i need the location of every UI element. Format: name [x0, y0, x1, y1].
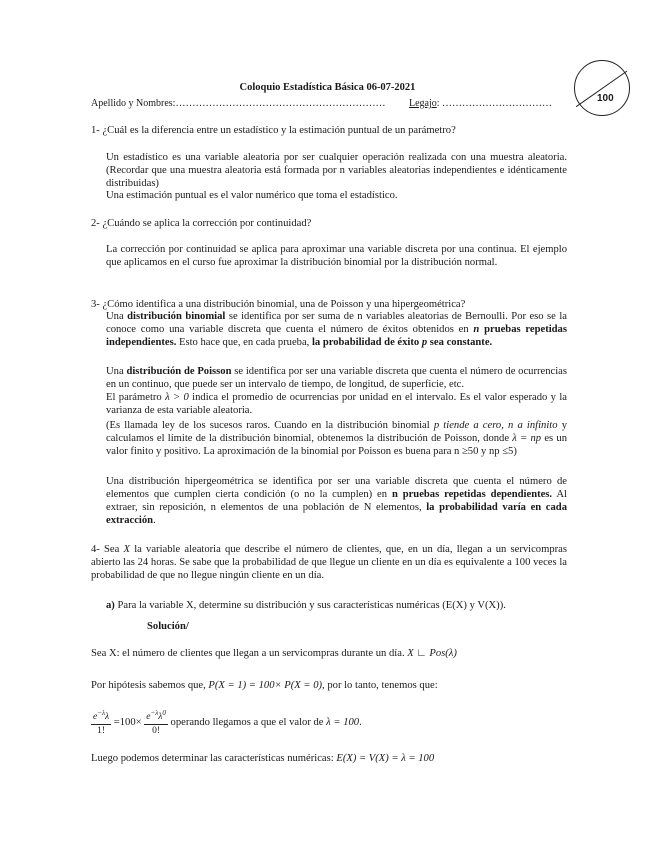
text-run: Una distribución hipergeométrica se identifica por ser una variable discreta que cuenta el número de elementos que cumplen cierta condición (o no la cumplen) en [106, 476, 567, 500]
solution-label: Solución/ [147, 621, 189, 632]
q1-answer-1: Un estadístico es una variable aleatoria por ser cualquier operación realizada con una muestra aleatoria. (Recordar que una muestra aleatoria está formada por n variables aleatorias independientes e idénticamente distribuidas) [106, 152, 567, 189]
text-run-bold: la probabilidad de éxito [311, 336, 422, 348]
text-run-bold-italic: n [473, 323, 480, 335]
solution-line-4 [91, 752, 434, 765]
q3-number: 3- [91, 299, 100, 310]
text-run: El parámetro [106, 392, 166, 403]
expectation-variance-math: E(X) = V(X) = λ = 100 [336, 753, 435, 764]
equation-middle: =100× [113, 717, 142, 729]
q1-answer-2: Una estimación puntual es el valor numérico que toma el estadístico. [106, 190, 398, 201]
legajo-label: Legajo [409, 98, 437, 109]
fraction-1 [91, 707, 111, 738]
frac-num: e [146, 712, 151, 723]
apellido-label: Apellido y Nombres: [91, 98, 176, 109]
text-run: Una [106, 311, 128, 322]
lambda-condition-math: λ > 0 [165, 392, 189, 403]
probability-equation-math: P(X = 1) = 100× P(X = 0) [208, 680, 323, 691]
fraction-2 [144, 707, 168, 738]
solution-line-1 [91, 647, 457, 660]
q3-hypergeometric-paragraph [106, 476, 567, 528]
text-run: , por lo tanto, tenemos que: [322, 680, 438, 691]
q3-poisson-parameter [106, 392, 567, 418]
apellido-field-row [91, 98, 385, 109]
part-a-label: a) [106, 600, 115, 611]
q1-text: ¿Cuál es la diferencia entre un estadístico y la estimación puntual de un parámetro? [102, 125, 456, 136]
q2-text: ¿Cuándo se aplica la corrección por continuidad? [102, 218, 312, 229]
frac-sup: −λ [150, 709, 159, 717]
text-run-bold: la probabilidad varía en cada extracción [106, 501, 567, 526]
solution-line-2 [91, 679, 438, 692]
text-run: Luego podemos determinar las características numéricas: [91, 753, 334, 764]
solution-line-3 [91, 707, 362, 738]
score-value: 100 [597, 93, 614, 104]
text-run: Por hipótesis sabemos que, [91, 680, 206, 691]
poisson-distribution-math: X ∟ Pos(λ) [407, 648, 457, 659]
score-badge [574, 60, 630, 116]
question-3 [91, 298, 465, 311]
text-run: operando llegamos a que el valor de [170, 717, 324, 729]
text-run-bold: sea constante. [429, 336, 493, 348]
text-run: se identifica por ser una variable discreta que cuenta el número de ocurrencias en un continuo, que puede ser un intervalo de tiempo, de longitud, de superficie, etc. [106, 366, 567, 390]
text-run: . [359, 717, 362, 729]
legajo-field-row [409, 98, 552, 109]
text-run-bold: distribución de Poisson [126, 366, 232, 377]
text-run: Sea X: el número de clientes que llegan a un servicompras durante un día. [91, 648, 405, 659]
lambda-np-math: λ = np [512, 432, 542, 444]
text-run: la variable aleatoria que describe el número de clientes, que, en un día, llegan a un servicompras abierto las 24 horas. Se sabe que la probabilidad de que llegue un cliente en un día es equivalente a 100 veces la probabilidad de que no llegue ningún cliente en un día. [91, 544, 567, 581]
variable-x-math: X [123, 544, 131, 555]
part-a-text: Para la variable X, determine su distribución y sus características numéricas (E(X) y V(X)). [117, 600, 506, 611]
frac-sup: −λ [97, 709, 105, 717]
frac-den: 0! [152, 726, 161, 737]
text-run: Sea [104, 544, 124, 555]
q2-number: 2- [91, 218, 100, 229]
q4-part-a [106, 599, 506, 612]
legajo-dots: : …………………………… [436, 98, 553, 109]
question-1 [91, 124, 456, 137]
frac-den: 1! [97, 726, 106, 737]
text-run: . [153, 514, 156, 526]
text-run-bold: n pruebas repetidas dependientes. [391, 488, 553, 500]
frac-power: 0 [162, 709, 166, 717]
text-run: es un valor finito y positivo. La aproximación de la binomial por Poisson es buena para n ≥50 y np ≤5) [106, 432, 567, 457]
q3-poisson-paragraph [106, 366, 567, 392]
text-run-bold: pruebas repetidas independientes. [106, 323, 567, 348]
text-run-bold-italic: p [421, 336, 428, 348]
frac-lambda: λ [104, 712, 110, 723]
q3-text: ¿Cómo identifica a una distribución binomial, una de Poisson y una hipergeométrica? [102, 299, 466, 310]
text-run: y calculamos el límite de la distribución binomial, obtenemos la distribución de Poisson, donde [106, 420, 567, 444]
q4-number: 4- [91, 544, 100, 555]
text-run: indica el promedio de ocurrencias por unidad en el intervalo. Es el valor esperado y la varianza de esta variable aleatoria. [106, 392, 567, 416]
text-run: Una [106, 366, 127, 377]
page-title: Coloquio Estadística Básica 06-07-2021 [239, 82, 416, 93]
frac-lambda: λ [158, 712, 163, 723]
question-2 [91, 217, 311, 230]
question-4 [91, 544, 567, 583]
text-run: se identifica por ser suma de n variables aleatorias de Bernoulli. Por eso se la conoce como una variable discreta que cuenta el número de éxitos obtenidos en [106, 311, 567, 335]
text-run-bold: distribución binomial [127, 311, 226, 322]
text-run-italic: p tiende a cero, n a infinito [433, 420, 558, 431]
q1-number: 1- [91, 125, 100, 136]
q3-binomial-paragraph [106, 311, 567, 350]
frac-num: e [93, 712, 98, 723]
q2-answer: La corrección por continuidad se aplica para aproximar una variable discreta por una continua. El ejemplo que aplicamos en el curso fue aproximar la distribución binomial por la distribución normal. [106, 244, 567, 268]
text-run: Al extraer, sin reposición, n elementos de una población de N elementos, [106, 488, 567, 513]
lambda-value-math: λ = 100 [326, 717, 360, 729]
q3-poisson-note [106, 420, 567, 459]
text-run: Esto hace que, en cada prueba, [176, 336, 312, 348]
text-run: (Es llamada ley de los sucesos raros. Cuando en la distribución binomial [106, 420, 434, 431]
apellido-dots: ……………………………………………………… [175, 98, 386, 109]
